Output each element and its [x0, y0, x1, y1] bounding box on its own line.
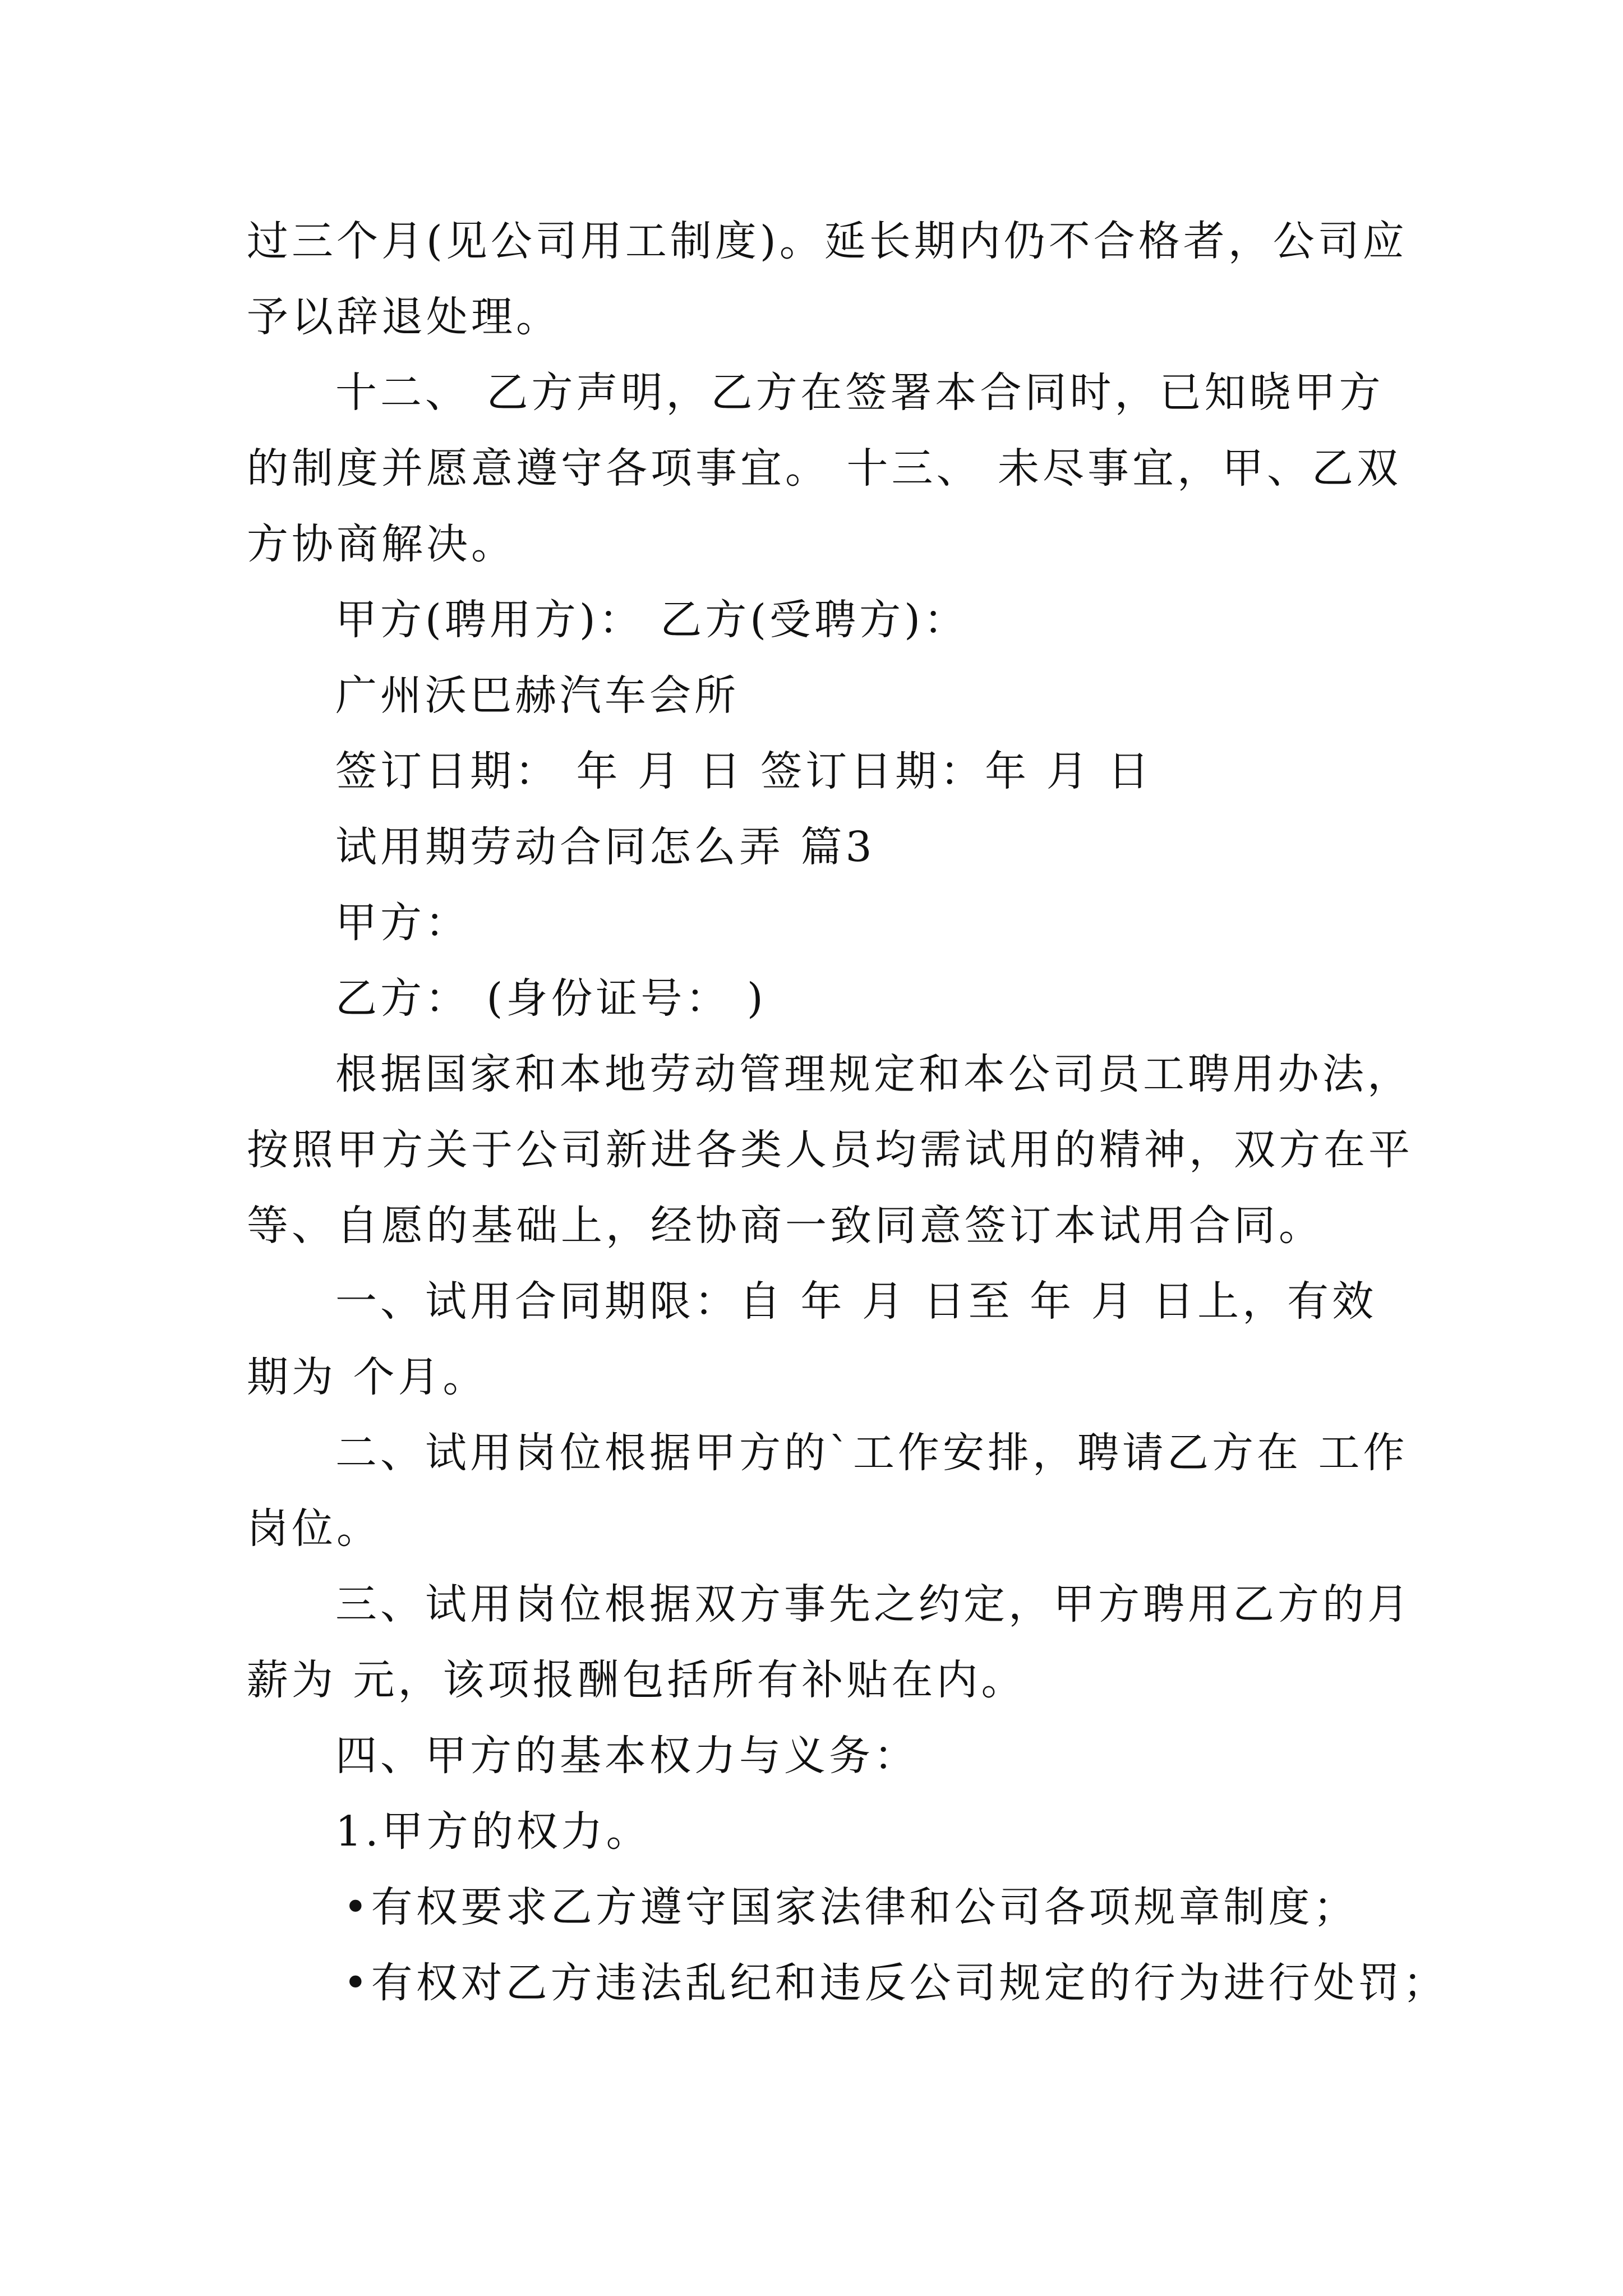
clause-2: 二、试用岗位根据甲方的`工作安排，聘请乙方在 工作 — [335, 1429, 1408, 1477]
section-heading: 试用期劳动合同怎么弄 篇3 — [335, 823, 875, 871]
clause-1: 一、试用合同期限：自 年 月 日至 年 月 日上，有效 — [335, 1277, 1377, 1326]
text-line-1: 过三个月(见公司用工制度)。延长期内仍不合格者，公司应 — [247, 217, 1408, 265]
clause-2-cont: 岗位。 — [247, 1504, 381, 1553]
clause-3-cont: 薪为 元，该项报酬包括所有补贴在内。 — [247, 1656, 1026, 1704]
party-a-label: 甲方： — [335, 899, 470, 947]
text-line-5: 方协商解决。 — [247, 520, 516, 568]
signing-dates: 签订日期： 年 月 日 签订日期：年 月 日 — [335, 747, 1153, 795]
clause-4: 四、甲方的基本权力与义务： — [335, 1732, 919, 1780]
text-line-13: 按照甲方关于公司新进各类人员均需试用的精神，双方在平 — [247, 1126, 1413, 1174]
party-b-label: 乙方： (身份证号： ) — [335, 974, 767, 1023]
text-line-4: 的制度并愿意遵守各项事宜。 十三、 未尽事宜，甲、乙双 — [247, 444, 1402, 493]
clause-1-cont: 期为 个月。 — [247, 1353, 488, 1401]
bullet-item-2: •有权对乙方违法乱纪和违反公司规定的行为进行处罚； — [343, 1959, 1448, 2007]
clause-4-1: 1.甲方的权力。 — [335, 1807, 651, 1856]
text-line-3: 十二、 乙方声明，乙方在签署本合同时，已知晓甲方 — [335, 369, 1384, 417]
text-line-12: 根据国家和本地劳动管理规定和本公司员工聘用办法， — [335, 1050, 1412, 1098]
company-name: 广州沃巴赫汽车会所 — [335, 671, 739, 720]
clause-3: 三、试用岗位根据双方事先之约定，甲方聘用乙方的月 — [335, 1580, 1412, 1628]
text-line-14: 等、自愿的基础上，经协商一致同意签订本试用合同。 — [247, 1202, 1324, 1250]
text-line-2: 予以辞退处理。 — [247, 293, 561, 341]
bullet-item-1: •有权要求乙方遵守国家法律和公司各项规章制度； — [343, 1883, 1358, 1931]
signature-party-labels: 甲方(聘用方)： 乙方(受聘方)： — [335, 596, 969, 644]
